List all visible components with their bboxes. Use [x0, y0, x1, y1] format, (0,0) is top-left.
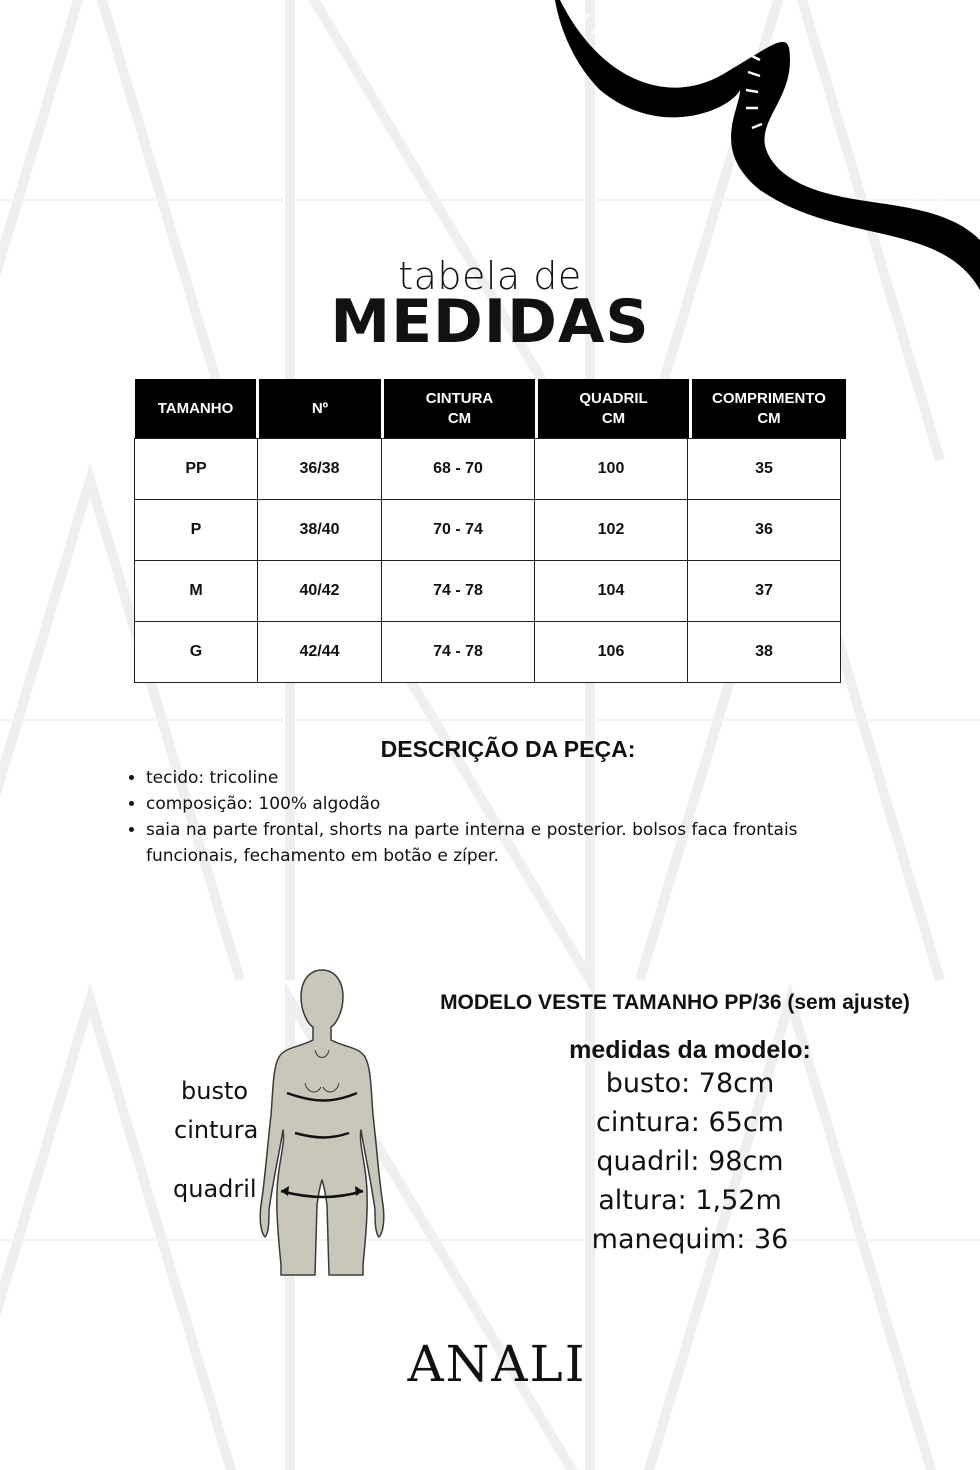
table-cell: 36/38 — [257, 438, 382, 500]
table-cell: 68 - 70 — [381, 438, 535, 500]
column-header-comprimento: COMPRIMENTO CM — [692, 379, 846, 439]
figure-label-cintura: cintura — [174, 1116, 259, 1144]
table-row — [135, 500, 846, 561]
table-cell: 37 — [687, 560, 841, 622]
figure-label-busto: busto — [181, 1077, 249, 1105]
title-line-1: tabela de — [398, 254, 582, 298]
table-cell: 106 — [534, 621, 688, 683]
list-item: • composição: 100% algodão — [146, 791, 886, 817]
table-cell: 74 - 78 — [381, 560, 535, 622]
table-cell: P — [134, 499, 258, 561]
column-header-quadril: QUADRIL CM — [538, 379, 692, 439]
column-header-cintura: CINTURA CM — [384, 379, 538, 439]
table-cell: 104 — [534, 560, 688, 622]
list-item: • tecido: tricoline — [146, 765, 886, 791]
figure-label-quadril: quadril — [173, 1175, 257, 1203]
table-header-row — [135, 379, 846, 439]
table-row — [135, 561, 846, 622]
table-cell: M — [134, 560, 258, 622]
table-cell: G — [134, 621, 258, 683]
table-cell: PP — [134, 438, 258, 500]
measurement-item: cintura: 65cm — [596, 1107, 784, 1138]
table-cell: 42/44 — [257, 621, 382, 683]
measurement-item: busto: 78cm — [605, 1068, 775, 1099]
table-cell: 74 - 78 — [381, 621, 535, 683]
model-size-note: MODELO VESTE TAMANHO PP/36 (sem ajuste) — [440, 991, 910, 1014]
page-title: MEDIDAS — [330, 287, 650, 357]
table-row — [135, 439, 846, 500]
list-item: • saia na parte frontal, shorts na parte interna e posterior. bolsos faca frontais funcionais, fechamento em botão e zíper. — [146, 817, 886, 869]
model-measurements-title: medidas da modelo: — [569, 1036, 811, 1064]
table-cell: 100 — [534, 438, 688, 500]
column-header-tamanho: TAMANHO — [135, 379, 259, 439]
brand-logo-text: ANALI — [407, 1335, 587, 1393]
measuring-tape-decoration — [540, 0, 980, 290]
table-cell: 36 — [687, 499, 841, 561]
table-cell: 70 - 74 — [381, 499, 535, 561]
model-measurements-list — [400, 1064, 980, 1259]
table-cell: 40/42 — [257, 560, 382, 622]
measurement-item: altura: 1,52m — [598, 1185, 782, 1216]
table-cell: 35 — [687, 438, 841, 500]
description-list — [128, 765, 886, 869]
column-header-numero: Nº — [259, 379, 384, 439]
body-silhouette-illustration — [255, 965, 390, 1280]
table-cell: 38/40 — [257, 499, 382, 561]
table-row — [135, 622, 846, 683]
table-cell: 38 — [687, 621, 841, 683]
measurement-item: quadril: 98cm — [596, 1146, 784, 1177]
table-cell: 102 — [534, 499, 688, 561]
measurement-item: manequim: 36 — [591, 1224, 789, 1255]
description-title: DESCRIÇÃO DA PEÇA: — [380, 736, 636, 762]
size-table — [135, 379, 846, 683]
